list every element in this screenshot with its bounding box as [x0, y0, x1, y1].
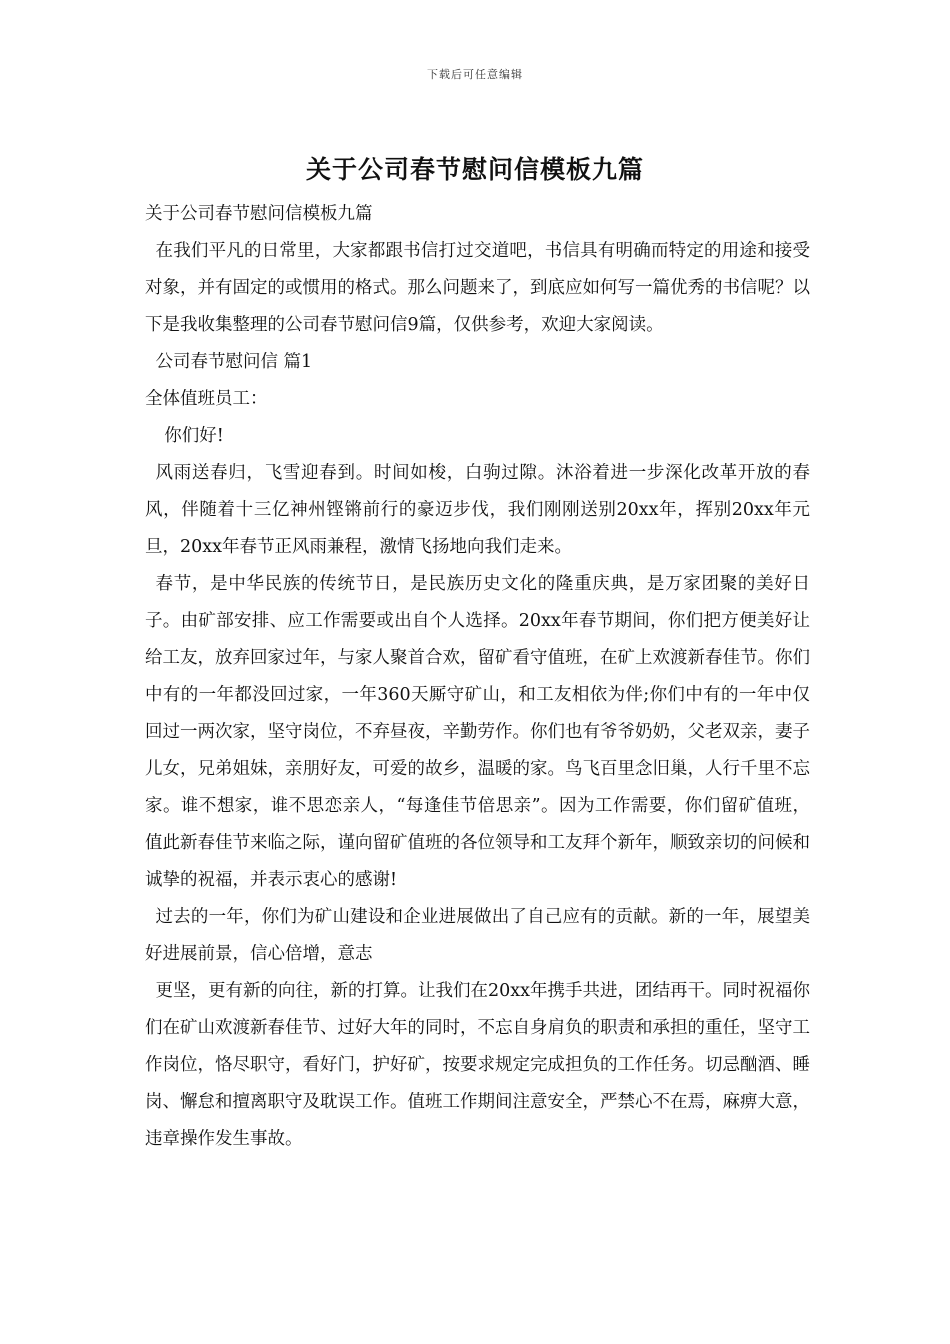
- document-body: [145, 196, 810, 1158]
- salutation: 全体值班员工：: [145, 389, 268, 409]
- body-paragraph: 过去的一年，你们为矿山建设和企业进展做出了自己应有的贡献。新的一年，展望美好进展前景，信心倍增，意志: [145, 907, 810, 964]
- subtitle-paragraph: 关于公司春节慰问信模板九篇: [145, 204, 373, 224]
- body-paragraph: 更坚，更有新的向往，新的打算。让我们在20xx年携手共进，团结再干。同时祝福你们在矿山欢渡新春佳节、过好大年的同时，不忘自身肩负的职责和承担的重任，坚守工作岗位，恪尽职守，看好门，护好矿，按要求规定完成担负的工作任务。切忌酗酒、睡岗、懈怠和擅离职守及耽误工作。值班工作期间注意安全，严禁心不在焉，麻痹大意，违章操作发生事故。: [145, 981, 811, 1149]
- body-paragraph: 风雨送春归，飞雪迎春到。时间如梭，白驹过隙。沐浴着进一步深化改革开放的春风，伴随着十三亿神州铿锵前行的豪迈步伐，我们刚刚送别20xx年，挥别20xx年元旦，20xx年春节正风雨兼程，激情飞扬地向我们走来。: [145, 463, 810, 557]
- document-title: 关于公司春节慰问信模板九篇: [305, 155, 644, 184]
- intro-paragraph: 在我们平凡的日常里，大家都跟书信打过交道吧，书信具有明确而特定的用途和接受对象，并有固定的或惯用的格式。那么问题来了，到底应如何写一篇优秀的书信呢？以下是我收集整理的公司春节慰问信9篇，仅供参考，欢迎大家阅读。: [145, 241, 810, 335]
- greeting: 你们好!: [164, 426, 224, 446]
- header-note: 下载后可任意编辑: [427, 68, 523, 81]
- body-paragraph: 春节，是中华民族的传统节日，是民族历史文化的隆重庆典，是万家团聚的美好日子。由矿部安排、应工作需要或出自个人选择。20xx年春节期间，你们把方便美好让给工友，放弃回家过年，与家人聚首合欢，留矿看守值班，在矿上欢渡新春佳节。你们中有的一年都没回过家，一年360天厮守矿山，和工友相依为伴;你们中有的一年中仅回过一两次家，坚守岗位，不弃昼夜，辛勤劳作。你们也有爷爷奶奶，父老双亲，妻子儿女，兄弟姐妹，亲朋好友，可爱的故乡，温暖的家。鸟飞百里念旧巢，人行千里不忘家。谁不想家，谁不思恋亲人，“每逢佳节倍思亲”。因为工作需要，你们留矿值班，值此新春佳节来临之际，谨向留矿值班的各位领导和工友拜个新年，顺致亲切的问候和诚挚的祝福，并表示衷心的感谢!: [145, 574, 810, 890]
- section-heading: 公司春节慰问信 篇1: [155, 352, 313, 372]
